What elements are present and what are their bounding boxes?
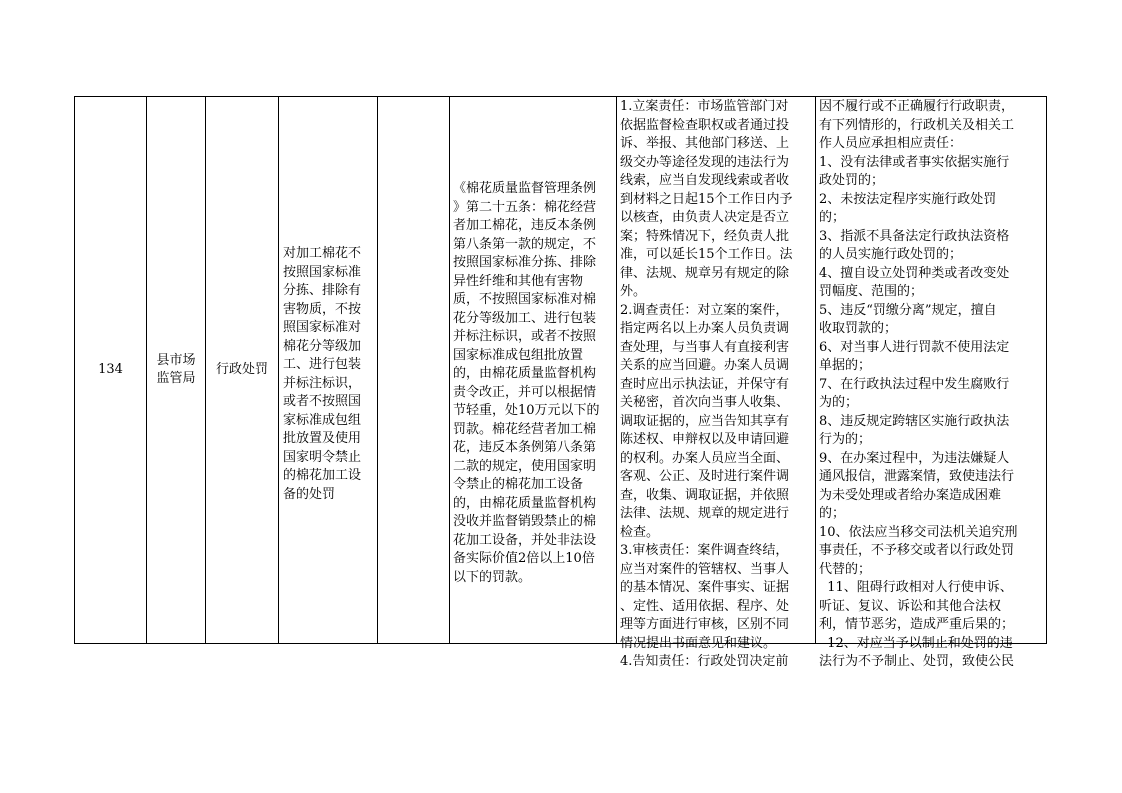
cell-accountability [816,97,1048,669]
cell-legal-basis [450,97,617,643]
power-list-table [74,96,1047,669]
row-number: 134 [98,362,123,377]
power-type: 行政处罚 [215,362,268,377]
sub-item [378,97,449,643]
accountability-text: 因不履行或不正确履行行政职责， 有下列情形的，行政机关及相关工 作人员应承担相应责任： 1、没有法律或者事实依据实施行 政处罚的； 2、未按法定程序实施行政处罚 的； 3、指派不具备法定行政执法资格 的人员实施行政处罚的； 4、擅自设立处罚种类或者改变处 罚幅度、范围的； 5、违反“罚缴分离”规定，擅自 收取罚款的； 6、对当事人进行罚款不使用法定 单据的； 7、在行政执法过程中发生腐败行 为的； 8、违反规定跨辖区实施行政执法 行为的； 9、在办案过程中，为违法嫌疑人 通风报信，泄露案情，致使违法行 为未受处理或者给办案造成困难 的； 10、依法应当移交司法机关追究刑 事责任，不予移交或者以行政处罚 代替的； 11、阻碍行政相对人行使申诉、 听证、复议、诉讼和其他合法权 利，情节恶劣，造成严重后果的； 12、对应当予以制止和处罚的违 法行为不予制止、处罚，致使公民 [819,99,1018,669]
item-name: 对加工棉花不 按照国家标准 分拣、排除有 害物质，不按 照国家标准对 棉花分等级加 工、进行包装 并标注标识， 或者不按照国 家标准成包组 批放置及使用 国家明令禁止 的棉花加工设 备的处罚 [283,246,362,502]
cell-item-name [279,97,378,643]
responsibility-text: 1.立案责任：市场监管部门对 依据监督检查职权或者通过投 诉、举报、其他部门移送、上 级交办等途径发现的违法行为 线索，应当自发现线索或者收 到材料之日起15个工作日内予 以核查，由负责人决定是否立 案；特殊情况下，经负责人批 准，可以延长15个工作日。法 律、法规、规章另有规定的除 外。 2.调查责任：对立案的案件， 指定两名以上办案人员负责调 查处理，与当事人有直接利害 关系的应当回避。办案人员调 查时应出示执法证，并保守有 关秘密，首次向当事人收集、 调取证据的，应当告知其享有 陈述权、申辩权以及申请回避 的权利。办案人员应当全面、 客观、公正、及时进行案件调 查，收集、调取证据，并依照 法律、法规、规章的规定进行 检查。 3.审核责任：案件调查终结， 应当对案件的管辖权、当事人 的基本情况、案件事实、证据 、定性、适用依据、程序、处 理等方面进行审核，区别不同 情况提出书面意见和建议。 4.告知责任：行政处罚决定前 [620,99,793,669]
department-name: 县市场 监管局 [156,353,196,386]
cell-sub-item [378,97,450,643]
cell-power-type [206,97,279,643]
legal-basis: 《棉花质量监督管理条例 》第二十五条：棉花经营 者加工棉花，违反本条例 第八条第一款的规定，不 按照国家标准分拣、排除 异性纤维和其他有害物 质，不按照国家标准对棉 花分等级加工、进行包装 并标注标识，或者不按照 国家标准成包组批放置 的，由棉花质量监督机构 责令改正，并可以根据情 节轻重，处10万元以下的 罚款。棉花经营者加工棉 花，违反本条例第八条第 二款的规定，使用国家明 令禁止的棉花加工设备 的，由棉花质量监督机构 没收并监督销毁禁止的棉 花加工设备，并处非法设 备实际价值2倍以上10倍 以下的罚款。 [453,181,600,585]
cell-department [147,97,206,643]
cell-responsibility [617,97,816,669]
cell-number [75,97,147,643]
